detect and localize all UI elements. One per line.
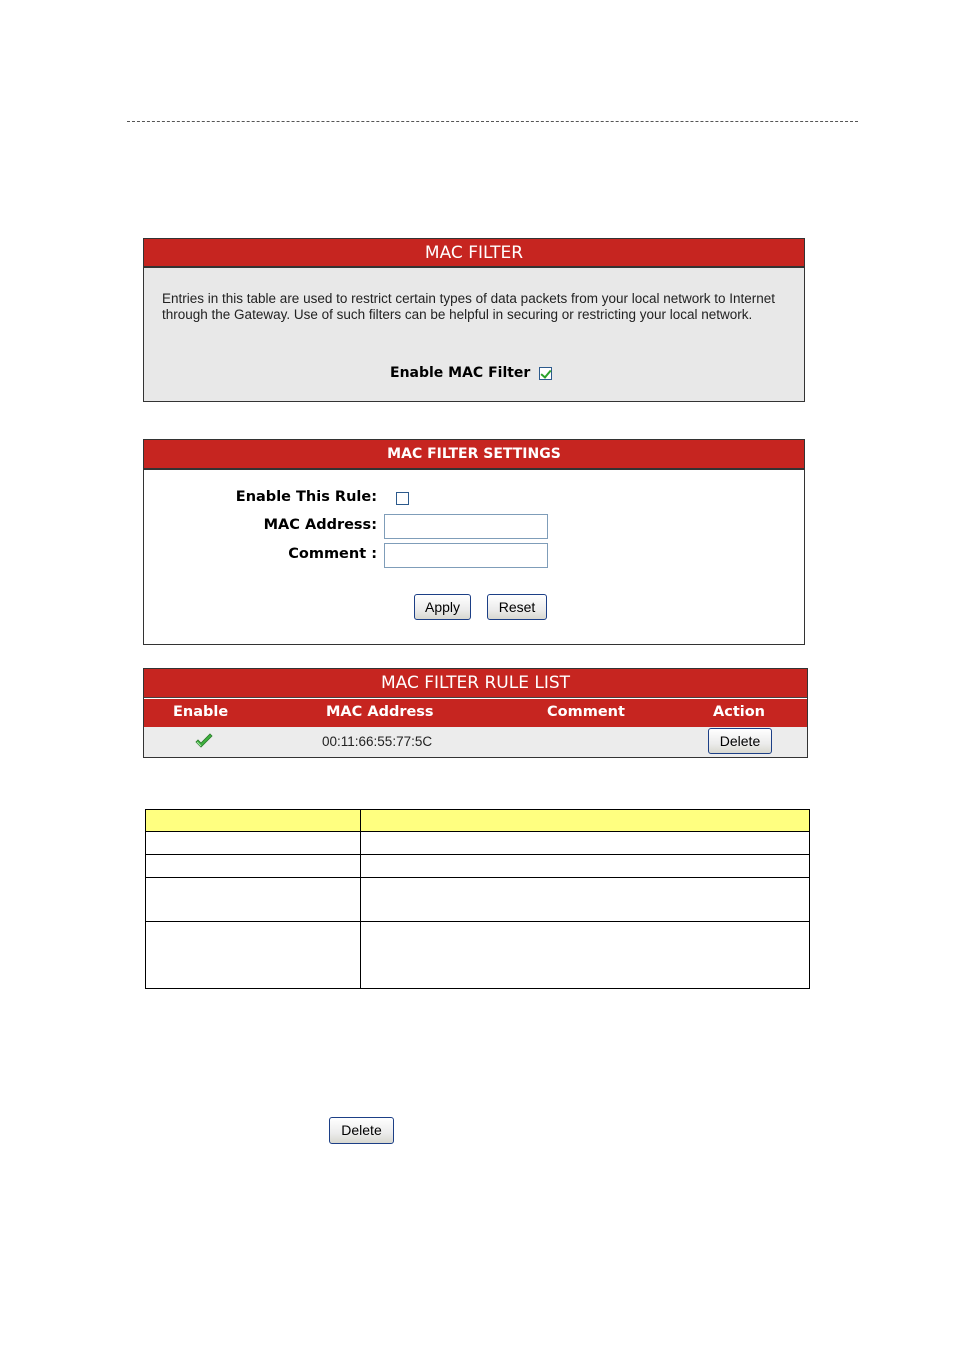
- table-cell: [146, 878, 361, 922]
- rule-list-header-row: [144, 699, 807, 727]
- standalone-delete-button[interactable]: Delete: [329, 1117, 394, 1144]
- column-action: Action: [713, 704, 766, 720]
- rule-delete-button[interactable]: Delete: [708, 728, 772, 754]
- table-row: [144, 727, 807, 757]
- mac-filter-rule-list-panel: [143, 668, 808, 758]
- table-cell: [146, 922, 361, 989]
- mac-filter-panel: [143, 238, 805, 402]
- mac-filter-description: Entries in this table are used to restrict certain types of data packets from your local network to Internet through the Gateway. Use of such filters can be helpful in securing or restricting your local network.: [162, 291, 776, 322]
- mac-address-input[interactable]: [384, 514, 548, 539]
- table-cell: [361, 810, 810, 832]
- enable-rule-checkbox[interactable]: [396, 492, 409, 505]
- description-table: [145, 809, 810, 989]
- table-cell: [361, 855, 810, 878]
- table-cell: [146, 832, 361, 855]
- table-row: [146, 878, 810, 922]
- check-icon: [194, 733, 214, 751]
- comment-label: Comment :: [288, 546, 377, 562]
- column-enable: Enable: [173, 704, 229, 720]
- reset-button[interactable]: Reset: [487, 594, 547, 620]
- table-row: [146, 832, 810, 855]
- apply-button[interactable]: Apply: [414, 594, 471, 620]
- table-cell: [361, 878, 810, 922]
- table-row: [146, 855, 810, 878]
- table-cell: [361, 922, 810, 989]
- mac-filter-settings-panel: [143, 439, 805, 645]
- mac-filter-title: MAC FILTER: [144, 239, 804, 268]
- column-comment: Comment: [547, 704, 625, 720]
- enable-mac-filter-row: [390, 365, 552, 381]
- enable-mac-filter-checkbox[interactable]: [539, 367, 552, 380]
- enable-mac-filter-label: Enable MAC Filter: [390, 365, 531, 381]
- table-cell: [146, 855, 361, 878]
- table-row: [146, 922, 810, 989]
- mac-filter-settings-title: MAC FILTER SETTINGS: [144, 440, 804, 470]
- rule-list-title: MAC FILTER RULE LIST: [144, 669, 807, 698]
- mac-address-label: MAC Address:: [263, 517, 377, 533]
- rule-mac-address: 00:11:66:55:77:5C: [322, 734, 433, 749]
- table-cell: [146, 810, 361, 832]
- table-header-row: [146, 810, 810, 832]
- comment-input[interactable]: [384, 543, 548, 568]
- column-mac-address: MAC Address: [326, 704, 434, 720]
- table-cell: [361, 832, 810, 855]
- header-divider: [127, 121, 858, 122]
- enable-rule-label: Enable This Rule:: [235, 489, 377, 505]
